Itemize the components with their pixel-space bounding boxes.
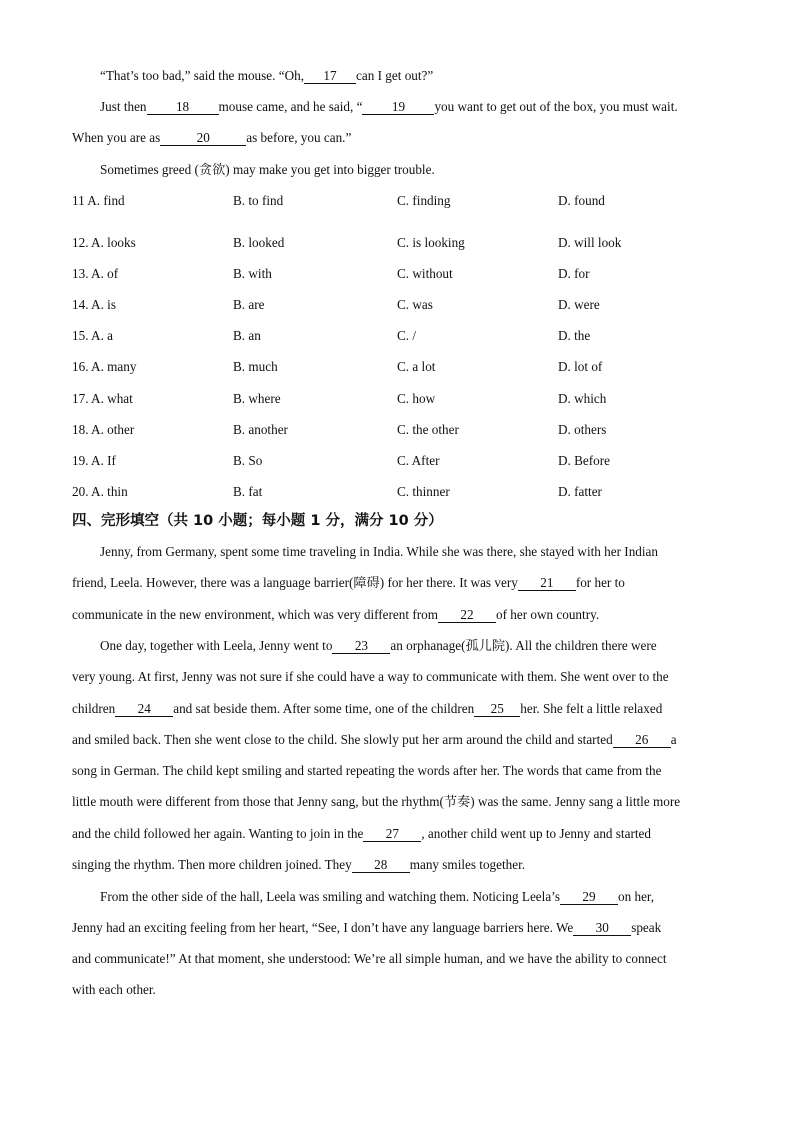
cloze-p1-line-3: communicate in the new environment, which was very different from 22 of her own country. [72,607,600,622]
cloze-p3-line-4: with each other. [72,982,156,997]
cloze-p3-line-3: and communicate!” At that moment, she understood: We’re all simple human, and we have the ability to connect [72,951,667,966]
blank-30[interactable]: 30 [573,920,631,936]
option-19-b[interactable]: B. So [233,453,263,468]
passage-line-1: “That’s too bad,” said the mouse. “Oh, 17 can I get out?” [100,68,434,83]
cloze-p2-line-3: children 24 and sat beside them. After some time, one of the children 25 her. She felt a little relaxed [72,701,663,716]
cloze-p2-line-8: singing the rhythm. Then more children joined. They 28 many smiles together. [72,857,526,872]
option-19-c[interactable]: C. After [397,453,440,468]
cloze-p2-line-5: song in German. The child kept smiling and started repeating the words after her. The words that came from the [72,763,662,778]
option-row-11 [72,191,722,211]
option-13-c[interactable]: C. without [397,266,453,281]
cloze-p1-line-2: friend, Leela. However, there was a language barrier(障碍) for her there. It was very 21 for her to [72,575,625,590]
option-15-d[interactable]: D. the [558,328,591,343]
option-16-a[interactable]: 16. A. many [72,359,137,374]
blank-26[interactable]: 26 [613,732,671,748]
option-row-20 [72,482,722,502]
option-12-b[interactable]: B. looked [233,235,285,250]
cloze-p2-line-6: little mouth were different from those that Jenny sang, but the rhythm(节奏) was the same. Jenny sang a little more [72,794,681,809]
passage-moral: Sometimes greed (贪欲) may make you get into bigger trouble. [100,162,435,177]
option-12-a[interactable]: 12. A. looks [72,235,136,250]
option-16-c[interactable]: C. a lot [397,359,436,374]
option-15-c[interactable]: C. / [397,328,417,343]
cloze-p2-line-1: One day, together with Leela, Jenny went to 23 an orphanage(孤儿院). All the children there were [100,638,657,653]
option-11-a[interactable]: 11 A. find [72,193,125,208]
blank-19[interactable]: 19 [362,99,434,115]
option-17-b[interactable]: B. where [233,391,281,406]
blank-24[interactable]: 24 [115,701,173,717]
option-row-12 [72,233,722,253]
option-row-16 [72,357,722,377]
option-13-b[interactable]: B. with [233,266,272,281]
passage-line-2: Just then 18 mouse came, and he said, “ 19 you want to get out of the box, you must wait. [100,99,678,114]
option-15-a[interactable]: 15. A. a [72,328,114,343]
option-19-a[interactable]: 19. A. If [72,453,116,468]
cloze-p1-line-1: Jenny, from Germany, spent some time traveling in India. While she was there, she stayed with her Indian [100,544,658,559]
option-17-c[interactable]: C. how [397,391,436,406]
option-row-17 [72,389,722,409]
option-17-d[interactable]: D. which [558,391,607,406]
cloze-p2-line-4: and smiled back. Then she went close to the child. She slowly put her arm around the child and started 26 a [72,732,677,747]
blank-29[interactable]: 29 [560,889,618,905]
option-15-b[interactable]: B. an [233,328,261,343]
passage-line-3: When you are as 20 as before, you can.” [72,130,352,145]
blank-21[interactable]: 21 [518,575,576,591]
option-20-c[interactable]: C. thinner [397,484,450,499]
option-14-c[interactable]: C. was [397,297,433,312]
option-14-d[interactable]: D. were [558,297,600,312]
option-row-13 [72,264,722,284]
blank-17[interactable]: 17 [304,68,356,84]
option-row-18 [72,420,722,440]
option-18-b[interactable]: B. another [233,422,288,437]
option-20-a[interactable]: 20. A. thin [72,484,128,499]
option-14-a[interactable]: 14. A. is [72,297,116,312]
option-14-b[interactable]: B. are [233,297,265,312]
option-11-c[interactable]: C. finding [397,193,451,208]
option-18-a[interactable]: 18. A. other [72,422,135,437]
option-row-19 [72,451,722,471]
option-18-d[interactable]: D. others [558,422,607,437]
option-16-d[interactable]: D. lot of [558,359,603,374]
option-17-a[interactable]: 17. A. what [72,391,133,406]
option-11-d[interactable]: D. found [558,193,605,208]
option-20-b[interactable]: B. fat [233,484,263,499]
cloze-p3-line-2: Jenny had an exciting feeling from her heart, “See, I don’t have any language barriers here. We 30 speak [72,920,662,935]
option-13-d[interactable]: D. for [558,266,590,281]
option-row-15 [72,326,722,346]
cloze-p2-line-7: and the child followed her again. Wanting to join in the 27 , another child went up to Jenny and started [72,826,651,841]
option-12-d[interactable]: D. will look [558,235,622,250]
option-11-b[interactable]: B. to find [233,193,284,208]
blank-18[interactable]: 18 [147,99,219,115]
blank-22[interactable]: 22 [438,607,496,623]
blank-25[interactable]: 25 [474,701,520,717]
blank-20[interactable]: 20 [160,130,246,146]
blank-27[interactable]: 27 [363,826,421,842]
option-16-b[interactable]: B. much [233,359,278,374]
blank-28[interactable]: 28 [352,857,410,873]
option-20-d[interactable]: D. fatter [558,484,602,499]
cloze-p3-line-1: From the other side of the hall, Leela was smiling and watching them. Noticing Leela’s 29 on her, [100,889,655,904]
blank-23[interactable]: 23 [332,638,390,654]
cloze-p2-line-2: very young. At first, Jenny was not sure if she could have a way to communicate with them. She went over to the [72,669,669,684]
option-18-c[interactable]: C. the other [397,422,459,437]
option-19-d[interactable]: D. Before [558,453,610,468]
option-12-c[interactable]: C. is looking [397,235,465,250]
section-heading: 四、完形填空（共 10 小题；每小题 1 分，满分 10 分） [72,513,443,529]
option-13-a[interactable]: 13. A. of [72,266,119,281]
option-row-14 [72,295,722,315]
